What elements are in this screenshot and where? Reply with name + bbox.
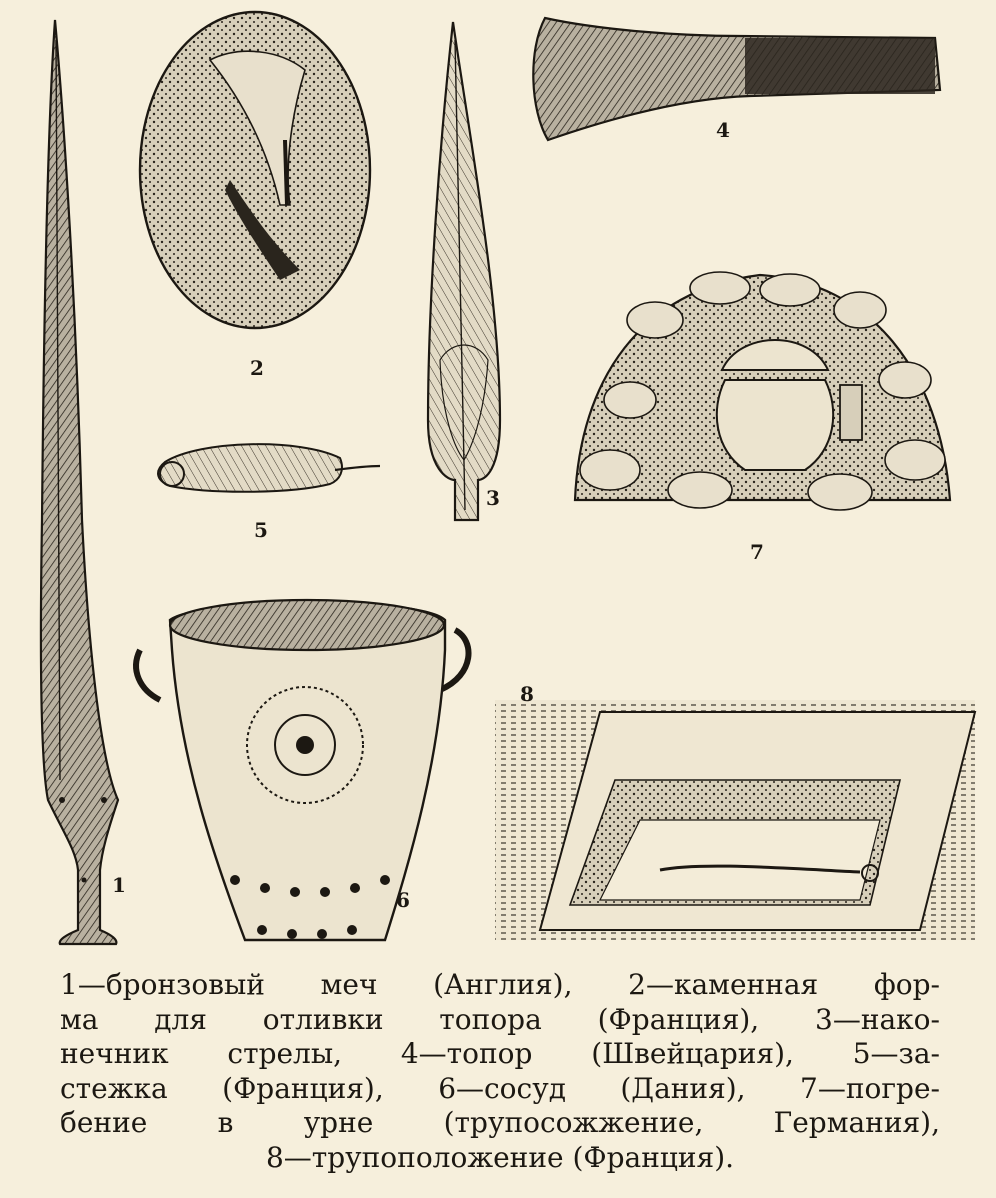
figure-number-1: 1 <box>112 873 126 897</box>
clasp-illustration <box>158 444 380 492</box>
stone-mold-illustration <box>140 12 370 328</box>
axe-illustration <box>533 18 940 140</box>
figure-number-5: 5 <box>254 518 268 542</box>
figure-number-2: 2 <box>250 356 264 380</box>
caption-line-3: нечник стрелы, 4—топор (Швейцария), 5—за- <box>60 1037 940 1070</box>
vessel-illustration <box>136 600 468 940</box>
caption-line-5: бение в урне (трупосожжение, Германия), <box>60 1106 940 1139</box>
figure-number-3: 3 <box>486 486 500 510</box>
figure-number-4: 4 <box>716 118 730 142</box>
sword-illustration <box>41 20 118 944</box>
caption-line-4: стежка (Франция), 6—сосуд (Дания), 7—погре- <box>60 1071 940 1105</box>
caption-line-1: 1—бронзовый меч (Англия), 2—каменная фор- <box>60 968 940 1001</box>
urn-burial-illustration <box>575 272 950 510</box>
figure-number-6: 6 <box>396 888 410 912</box>
grave-pit-illustration <box>495 700 975 940</box>
figure-number-7: 7 <box>750 540 764 564</box>
caption <box>60 968 940 1175</box>
figure-number-8: 8 <box>520 682 534 706</box>
caption-line-2: ма для отливки топора (Франция), 3—нако- <box>60 1002 940 1036</box>
caption-line-6: 8—трупоположение (Франция). <box>265 1140 735 1174</box>
arrowhead-illustration <box>428 22 500 520</box>
